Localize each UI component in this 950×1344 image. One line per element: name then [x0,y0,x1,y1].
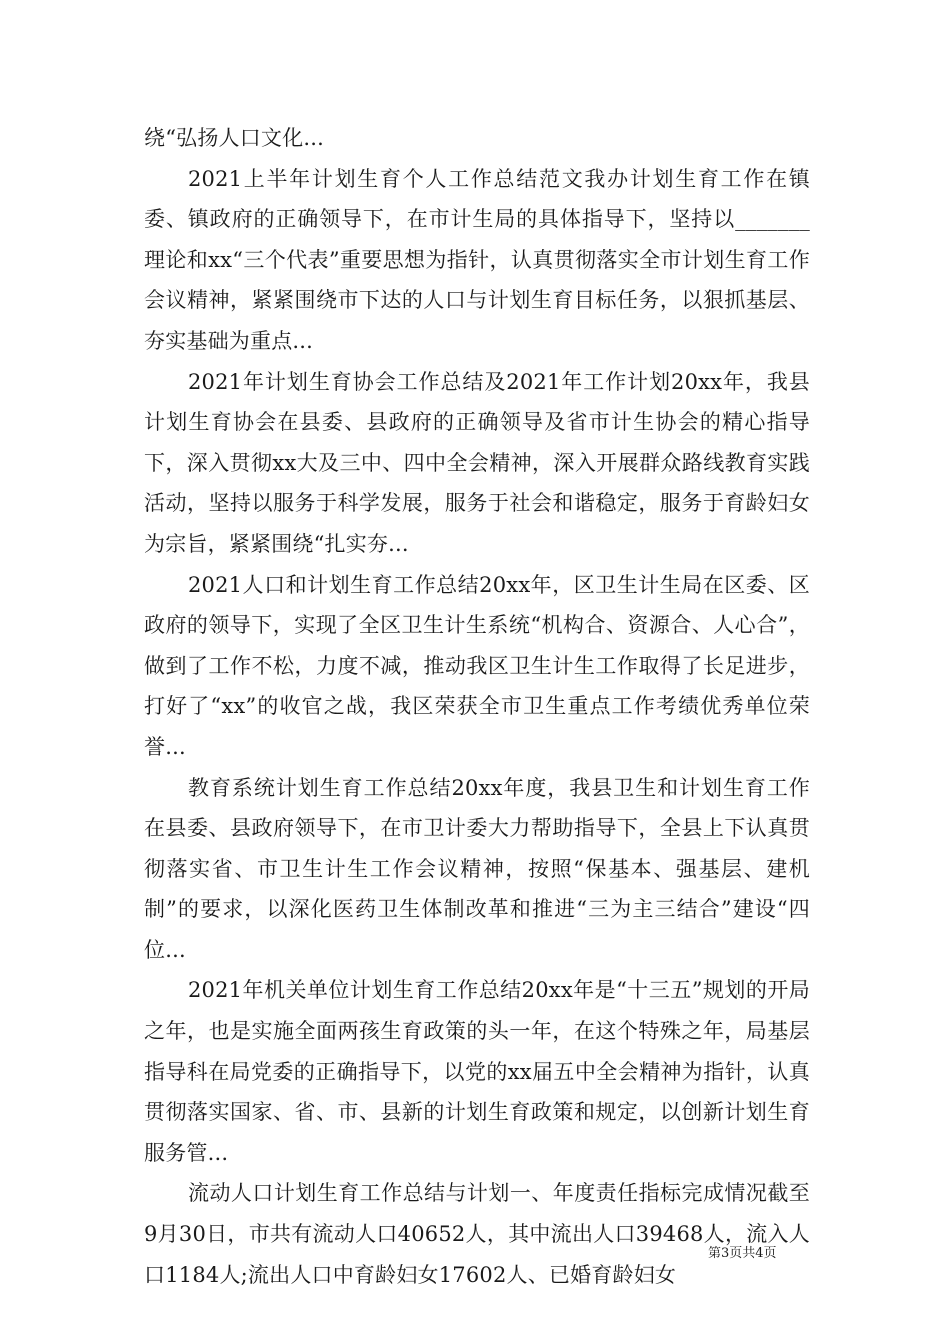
paragraph-4: 教育系统计划生育工作总结20xx年度，我县卫生和计划生育工作在县委、县政府领导下，在市卫计委大力帮助指导下，全县上下认真贯彻落实省、市卫生计生工作会议精神，按照“保基本、强基层、建机制”的要求，以深化医药卫生体制改革和推进“三为主三结合”建设“四位... [144,775,810,962]
document-body [144,118,810,1295]
paragraph-6: 流动人口计划生育工作总结与计划一、年度责任指标完成情况截至9月30日，市共有流动人口40652人，其中流出人口39468人，流入人口1184人;流出人口中育龄妇女17602人、已婚育龄妇女 [144,1181,810,1287]
paragraph-continuation: 绕“弘扬人口文化... [144,126,324,150]
paragraph-3: 2021人口和计划生育工作总结20xx年，区卫生计生局在区委、区政府的领导下，实现了全区卫生计生系统“机构合、资源合、人心合”，做到了工作不松，力度不减，推动我区卫生计生工作取得了长足进步，打好了“xx”的收官之战，我区荣获全市卫生重点工作考绩优秀单位荣誉... [144,572,810,759]
paragraph-5: 2021年机关单位计划生育工作总结20xx年是“十三五”规划的开局之年，也是实施全面两孩生育政策的头一年，在这个特殊之年，局基层指导科在局党委的正确指导下，以党的xx届五中全会精神为指针，认真贯彻落实国家、省、市、县新的计划生育政策和规定，以创新计划生育服务管... [144,978,810,1165]
paragraph-1: 2021上半年计划生育个人工作总结范文我办计划生育工作在镇委、镇政府的正确领导下，在市计生局的具体指导下，坚持以_______理论和xx“三个代表”重要思想为指针，认真贯彻落实全市计划生育工作会议精神，紧紧围绕市下达的人口与计划生育目标任务，以狠抓基层、夯实基础为重点... [144,166,810,353]
page-number-footer: 第3页共4页 [708,1246,777,1261]
paragraph-2: 2021年计划生育协会工作总结及2021年工作计划20xx年，我县计划生育协会在县委、县政府的正确领导及省市计生协会的精心指导下，深入贯彻xx大及三中、四中全会精神，深入开展群众路线教育实践活动，坚持以服务于科学发展，服务于社会和谐稳定，服务于育龄妇女为宗旨，紧紧围绕“扎实夯... [144,369,810,556]
